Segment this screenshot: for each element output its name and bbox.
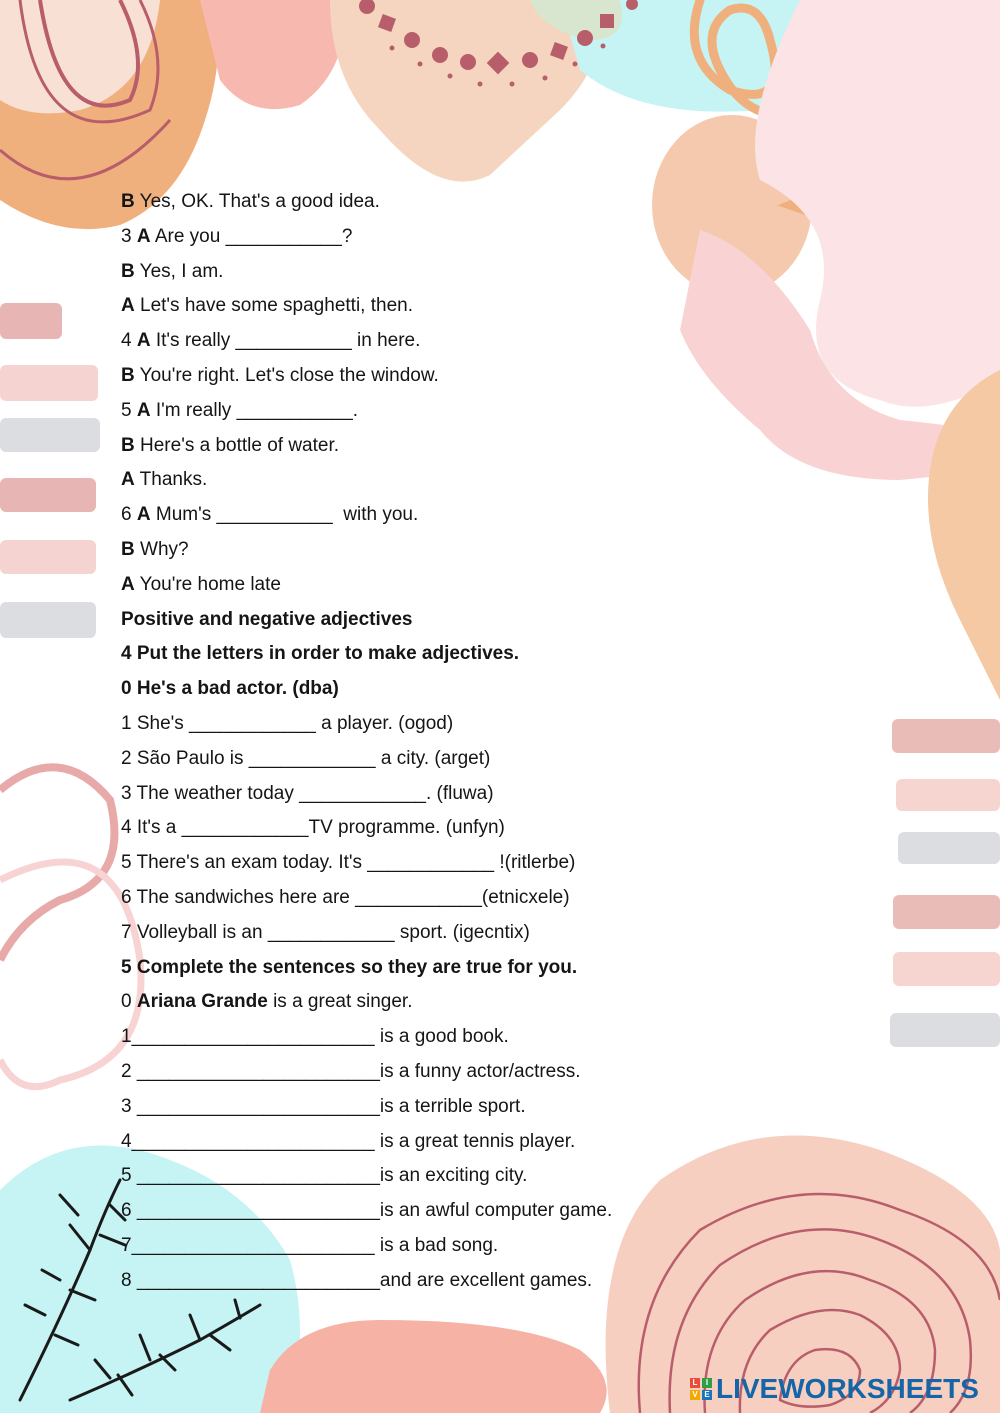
line-bold-text: 5 Complete the sentences so they are true for you. bbox=[121, 956, 578, 978]
line-text: Here's a bottle of water. bbox=[134, 434, 340, 456]
line-text: 2 São Paulo is ____________ a city. (arget) bbox=[121, 747, 491, 769]
worksheet-line bbox=[121, 985, 761, 1020]
line-text: It's really ___________ in here. bbox=[150, 330, 421, 352]
line-bold-text: A bbox=[136, 504, 151, 526]
right-stripe-bars bbox=[890, 719, 1000, 1047]
line-bold-text: B bbox=[121, 260, 135, 282]
line-text: Are you ___________? bbox=[150, 225, 353, 247]
worksheet-line bbox=[121, 637, 761, 672]
line-text: 4 It's a ____________TV programme. (unfyn) bbox=[121, 817, 505, 839]
badge-letter-l: L bbox=[690, 1378, 700, 1388]
line-text: 3 bbox=[121, 225, 137, 247]
line-text: Mum's ___________ with you. bbox=[150, 504, 419, 526]
line-bold-text: A bbox=[121, 295, 135, 317]
line-text: You're home late bbox=[134, 573, 281, 595]
worksheet-line bbox=[121, 672, 761, 707]
worksheet-line bbox=[121, 777, 761, 812]
worksheet-line bbox=[121, 1159, 761, 1194]
worksheet-line bbox=[121, 811, 761, 846]
worksheet-line bbox=[121, 1090, 761, 1125]
line-text: is a great singer. bbox=[267, 991, 413, 1013]
worksheet-line bbox=[121, 1194, 761, 1229]
worksheet-line bbox=[121, 324, 761, 359]
line-text: 8 _______________________and are excellent games. bbox=[121, 1269, 593, 1291]
orange-side-shape bbox=[928, 370, 1000, 700]
line-text: 0 bbox=[121, 991, 137, 1013]
line-text: 4 bbox=[121, 330, 137, 352]
worksheet-line bbox=[121, 1055, 761, 1090]
worksheet-line bbox=[121, 289, 761, 324]
line-text: 3 _______________________is a terrible sport. bbox=[121, 1095, 526, 1117]
badge-letter-v: V bbox=[690, 1390, 700, 1400]
line-text: 6 bbox=[121, 504, 137, 526]
line-bold-text: A bbox=[121, 573, 135, 595]
line-text: Why? bbox=[134, 538, 189, 560]
line-text: 3 The weather today ____________. (fluwa) bbox=[121, 782, 494, 804]
line-text: I'm really ___________. bbox=[150, 399, 359, 421]
live-badge-icon bbox=[690, 1378, 712, 1400]
worksheet-line bbox=[121, 429, 761, 464]
worksheet-line bbox=[121, 1125, 761, 1160]
worksheet-line bbox=[121, 603, 761, 638]
worksheet-line bbox=[121, 568, 761, 603]
worksheet-line bbox=[121, 255, 761, 290]
line-bold-text: Positive and negative adjectives bbox=[121, 608, 413, 630]
left-stripe-bars bbox=[0, 303, 100, 638]
line-bold-text: B bbox=[121, 434, 135, 456]
line-text: 7 Volleyball is an ____________ sport. (igecntix) bbox=[121, 921, 530, 943]
liveworksheets-wordmark: LIVEWORKSHEETS bbox=[716, 1373, 979, 1404]
worksheet-line bbox=[121, 498, 761, 533]
liveworksheets-logo bbox=[690, 1372, 979, 1406]
line-text: Thanks. bbox=[134, 469, 208, 491]
worksheet-content bbox=[121, 185, 761, 1299]
salmon-bottom-shape bbox=[260, 1320, 607, 1413]
worksheet-line bbox=[121, 916, 761, 951]
worksheet-line bbox=[121, 742, 761, 777]
line-text: Yes, OK. That's a good idea. bbox=[134, 191, 380, 212]
line-text: 5 _______________________is an exciting city. bbox=[121, 1165, 528, 1187]
badge-letter-e: E bbox=[702, 1390, 712, 1400]
line-bold-text: A bbox=[136, 330, 151, 352]
pink-blob-shape bbox=[200, 0, 345, 109]
line-bold-text: A bbox=[121, 469, 135, 491]
line-bold-text: B bbox=[121, 364, 135, 386]
line-bold-text: 4 Put the letters in order to make adjectives. bbox=[121, 643, 520, 665]
line-text: 2 _______________________is a funny actor/actress. bbox=[121, 1060, 581, 1082]
worksheet-line bbox=[121, 707, 761, 742]
badge-letter-i: I bbox=[702, 1378, 712, 1388]
line-bold-text: 0 He's a bad actor. (dba) bbox=[121, 678, 339, 700]
line-text: 7_______________________ is a bad song. bbox=[121, 1234, 499, 1256]
line-bold-text: Ariana Grande bbox=[136, 991, 268, 1013]
worksheet-line bbox=[121, 394, 761, 429]
line-bold-text: B bbox=[121, 538, 135, 560]
worksheet-line bbox=[121, 533, 761, 568]
line-text: 5 There's an exam today. It's ____________ !(ritlerbe) bbox=[121, 852, 576, 874]
worksheet-line bbox=[121, 185, 761, 220]
line-bold-text: A bbox=[136, 399, 151, 421]
line-text: 6 The sandwiches here are ____________(etnicxele) bbox=[121, 886, 570, 908]
worksheet-line bbox=[121, 220, 761, 255]
worksheet-line bbox=[121, 463, 761, 498]
line-text: 4_______________________ is a great tennis player. bbox=[121, 1130, 576, 1152]
line-text: 6 _______________________is an awful computer game. bbox=[121, 1200, 613, 1222]
line-text: 1 She's ____________ a player. (ogod) bbox=[121, 712, 454, 734]
worksheet-line bbox=[121, 846, 761, 881]
line-text: 1_______________________ is a good book. bbox=[121, 1026, 509, 1048]
worksheet-line bbox=[121, 1020, 761, 1055]
line-bold-text: A bbox=[136, 225, 151, 247]
line-text: You're right. Let's close the window. bbox=[134, 364, 439, 386]
line-bold-text: B bbox=[121, 191, 135, 212]
worksheet-line bbox=[121, 1229, 761, 1264]
line-text: 5 bbox=[121, 399, 137, 421]
worksheet-line bbox=[121, 881, 761, 916]
worksheet-line bbox=[121, 1264, 761, 1299]
line-text: Yes, I am. bbox=[134, 260, 224, 282]
worksheet-line bbox=[121, 951, 761, 986]
line-text: Let's have some spaghetti, then. bbox=[134, 295, 413, 317]
worksheet-line bbox=[121, 359, 761, 394]
